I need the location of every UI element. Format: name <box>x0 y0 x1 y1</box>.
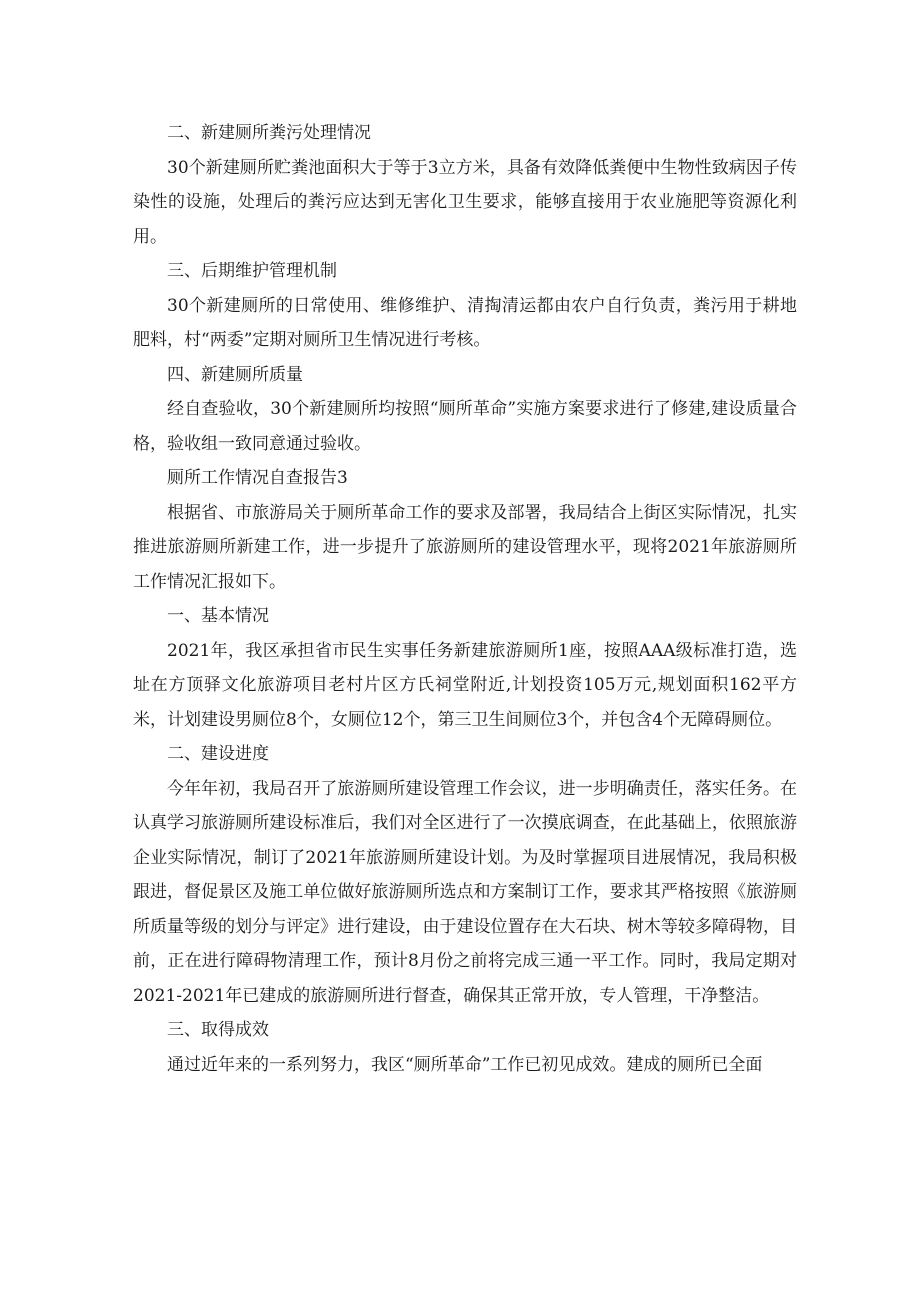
section-heading-maintenance: 三、后期维护管理机制 <box>167 261 337 281</box>
section-heading-results: 三、取得成效 <box>167 1020 269 1040</box>
paragraph-quality: 经自查验收，30个新建厕所均按照“厕所革命”实施方案要求进行了修建,建设质量合格，验收组一致同意通过验收。 <box>133 399 797 454</box>
paragraph-sewage-treatment: 30个新建厕所贮粪池面积大于等于3立方米，具备有效降低粪便中生物性致病因子传染性的设施，处理后的粪污应达到无害化卫生要求，能够直接用于农业施肥等资源化利用。 <box>133 157 797 247</box>
report-title: 厕所工作情况自查报告3 <box>167 468 348 488</box>
paragraph-maintenance: 30个新建厕所的日常使用、维修维护、清掏清运都由农户自行负责，粪污用于耕地肥料，村“两委”定期对厕所卫生情况进行考核。 <box>133 295 797 350</box>
paragraph-progress: 今年年初，我局召开了旅游厕所建设管理工作会议，进一步明确责任，落实任务。在认真学习旅游厕所建设标准后，我们对全区进行了一次摸底调查，在此基础上，依照旅游企业实际情况，制订了2021年旅游厕所建设计划。为及时掌握项目进展情况，我局积极跟进，督促景区及施工单位做好旅游厕所选点和方案制订工作，要求其严格按照《旅游厕所质量等级的划分与评定》进行建设，由于建设位置存在大石块、树木等较多障碍物，目前，正在进行障碍物清理工作，预计8月份之前将完成三通一平工作。同时，我局定期对2021-2021年已建成的旅游厕所进行督查，确保其正常开放，专人管理，干净整洁。 <box>133 778 797 1006</box>
section-heading-basic-situation: 一、基本情况 <box>167 606 269 626</box>
section-heading-progress: 二、建设进度 <box>167 744 269 764</box>
document-body <box>133 116 797 1082</box>
section-heading-quality: 四、新建厕所质量 <box>167 364 303 385</box>
paragraph-results: 通过近年来的一系列努力，我区“厕所革命”工作已初见成效。建成的厕所已全面 <box>167 1054 763 1075</box>
section-heading-sewage-treatment: 二、新建厕所粪污处理情况 <box>167 123 371 143</box>
paragraph-intro: 根据省、市旅游局关于厕所革命工作的要求及部署，我局结合上街区实际情况，扎实推进旅游厕所新建工作，进一步提升了旅游厕所的建设管理水平，现将2021年旅游厕所工作情况汇报如下。 <box>133 502 797 592</box>
paragraph-basic-situation: 2021年，我区承担省市民生实事任务新建旅游厕所1座，按照AAA级标准打造，选址在方顶驿文化旅游项目老村片区方氏祠堂附近,计划投资105万元,规划面积162平方米，计划建设男厕位8个，女厕位12个，第三卫生间厕位3个，并包含4个无障碍厕位。 <box>133 640 797 730</box>
